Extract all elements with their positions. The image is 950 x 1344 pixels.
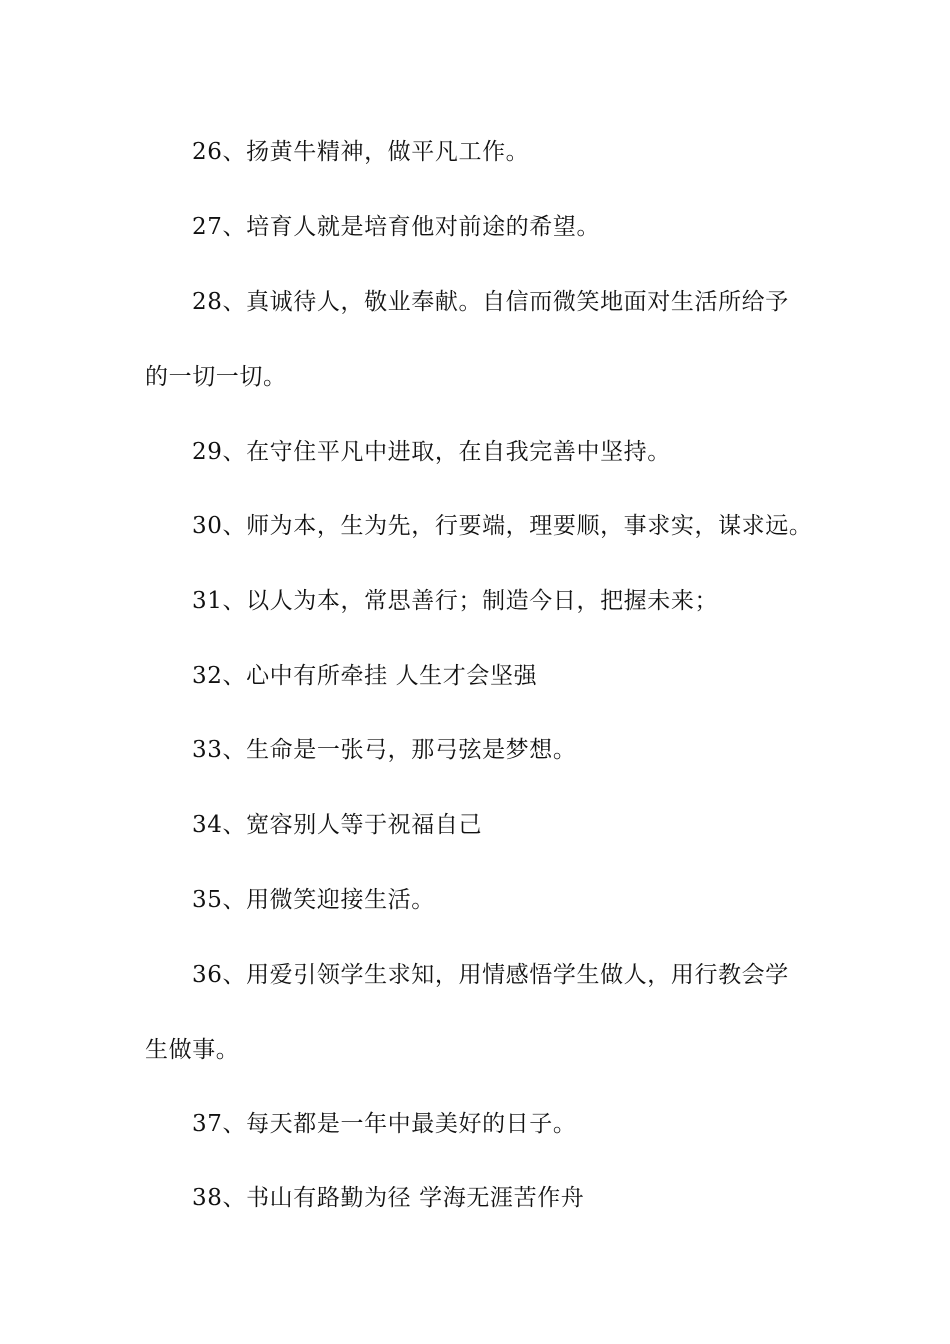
quote-29: 29、在守住平凡中进取，在自我完善中坚持。: [192, 439, 671, 465]
quote-35: 35、用微笑迎接生活。: [192, 887, 435, 913]
quote-30: 30、师为本，生为先，行要端，理要顺，事求实，谋求远。: [192, 513, 813, 539]
quote-27: 27、培育人就是培育他对前途的希望。: [192, 214, 601, 240]
quote-38: 38、书山有路勤为径 学海无涯苦作舟: [192, 1185, 585, 1211]
quote-28-line-1: 28、真诚待人，敬业奉献。自信而微笑地面对生活所给予: [192, 289, 789, 315]
quote-28-line-2: 的一切一切。: [145, 364, 287, 390]
quote-33: 33、生命是一张弓，那弓弦是梦想。: [192, 737, 577, 763]
quote-32: 32、心中有所牵挂 人生才会坚强: [192, 663, 538, 689]
quote-34: 34、宽容别人等于祝福自己: [192, 812, 483, 838]
quote-31: 31、以人为本，常思善行；制造今日，把握未来；: [192, 588, 719, 614]
quote-26: 26、扬黄牛精神，做平凡工作。: [192, 139, 530, 165]
quote-37: 37、每天都是一年中最美好的日子。: [192, 1111, 577, 1137]
quote-36-line-2: 生做事。: [145, 1037, 240, 1063]
quote-36-line-1: 36、用爱引领学生求知，用情感悟学生做人，用行教会学: [192, 962, 789, 988]
